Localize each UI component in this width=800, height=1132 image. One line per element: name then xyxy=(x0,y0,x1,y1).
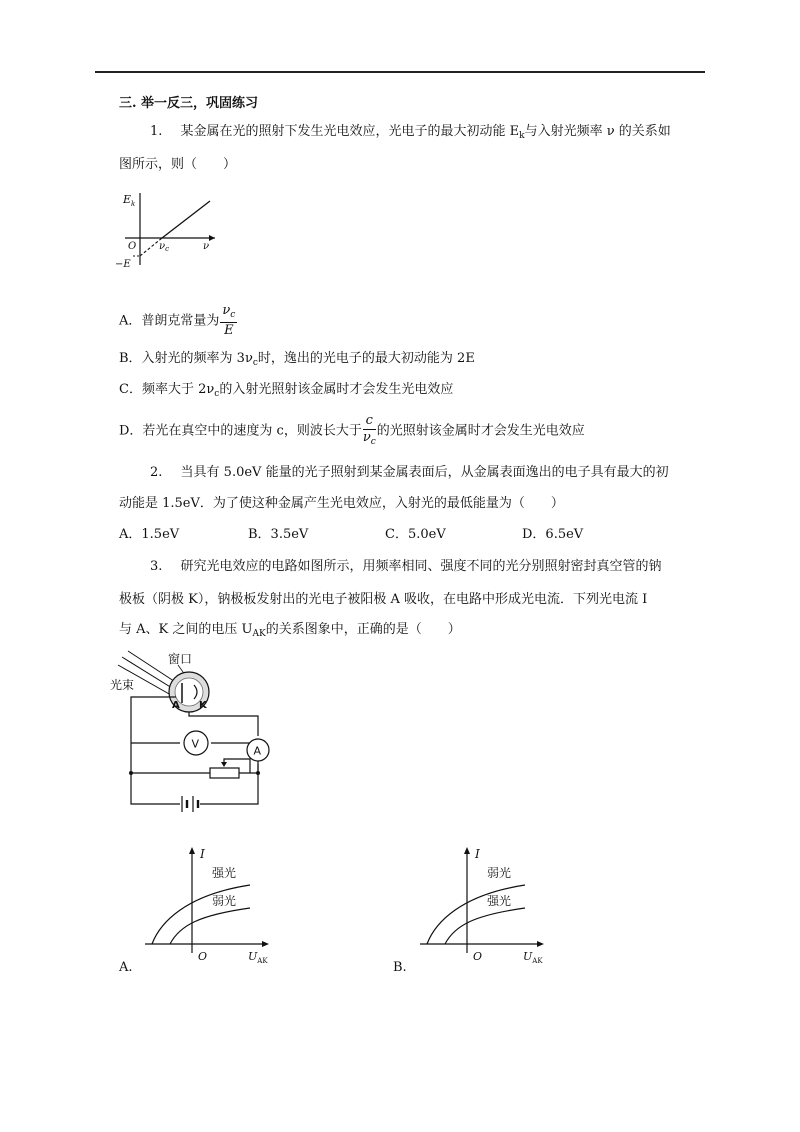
q2-option-b[interactable]: B．3.5eV xyxy=(248,527,309,542)
q1-y-label: $E_k$ xyxy=(123,193,136,208)
q1-option-c-rest: 的入射光照射该金属时才会发生光电效应 xyxy=(219,382,454,397)
q1-stem-text-b: 与入射光频率 ν 的关系如 xyxy=(524,124,671,139)
junction-left xyxy=(129,771,133,775)
section-title: 三. 举一反三，巩固练习 xyxy=(119,96,259,111)
header-rule xyxy=(95,71,705,73)
graph-b-y-arrow xyxy=(464,847,470,854)
q2-option-d[interactable]: D．6.5eV xyxy=(522,527,584,542)
graph-a-x-arrow xyxy=(262,941,269,947)
q3-graph-a xyxy=(140,843,280,968)
graph-a-y-arrow xyxy=(189,847,195,854)
q2-stem-text: 当具有 5.0eV 能量的光子照射到某金属表面后，从金属表面逸出的电子具有最大的初 xyxy=(180,465,669,480)
q1-origin: O xyxy=(128,241,137,252)
q3-stem-line2: 极板（阴极 K），钠极板发射出的光电子被阳极 A 吸收，在电路中形成光电流．下列光电流 I xyxy=(119,592,648,607)
q3-circuit-diagram xyxy=(110,645,280,825)
q3-option-b[interactable]: B. xyxy=(393,960,407,975)
battery xyxy=(182,796,198,812)
q3-stem-line3-b: 的关系图象中，正确的是（ ） xyxy=(265,622,461,637)
graph-a-lower-curve xyxy=(170,908,250,944)
q3-graph-b xyxy=(415,843,555,968)
q1-option-b[interactable] xyxy=(119,352,475,368)
graph-a-upper-label: 强光 xyxy=(212,866,237,880)
q1-option-a-text: A．普朗克常量为 xyxy=(119,313,220,329)
q1-option-c-sub: c xyxy=(214,389,220,399)
q1-option-b-rest: 时，逸出的光电子的最大初动能为 2E xyxy=(257,351,475,366)
q1-option-d-fraction: $\frac{c}{\nu_c}$ xyxy=(362,413,376,448)
graph-b-y-label: I xyxy=(475,847,480,861)
beam-label: 光束 xyxy=(110,678,135,692)
q1-option-b-sub: c xyxy=(252,358,258,368)
voltmeter-label: V xyxy=(191,737,200,751)
graph-b-upper-label: 弱光 xyxy=(487,866,512,880)
graph-b-lower-curve xyxy=(445,908,525,944)
rheostat-slider xyxy=(221,762,227,767)
q1-x-arrow xyxy=(209,235,215,241)
q2-stem-line1 xyxy=(150,466,669,479)
q2-option-a[interactable]: A．1.5eV xyxy=(119,527,180,542)
window-label: 窗口 xyxy=(168,652,193,666)
q1-stem-sub-k: k xyxy=(519,131,525,141)
q2-stem-line2: 动能是 1.5eV．为了使这种金属产生光电效应，入射光的最低能量为（ ） xyxy=(119,496,564,511)
q3-stem-text: 研究光电效应的电路如图所示，用频率相同、强度不同的光分别照射密封真空管的钠 xyxy=(180,559,662,574)
q1-option-c-text: C．频率大于 2ν xyxy=(119,382,215,397)
q1-option-d[interactable] xyxy=(119,414,585,448)
q1-option-a[interactable] xyxy=(119,304,238,338)
q1-stem-line1 xyxy=(150,125,671,141)
q3-stem-line1 xyxy=(150,560,662,573)
q1-x-label: ν xyxy=(203,241,210,252)
q3-number: 3. xyxy=(150,559,163,574)
q2-option-c[interactable]: C．5.0eV xyxy=(385,527,446,542)
q1-stem-line2: 图所示，则（ ） xyxy=(119,157,237,172)
q1-option-d-text: D．若光在真空中的速度为 c，则波长大于 xyxy=(119,423,362,439)
q1-stem-text-a: 某金属在光的照射下发生光电效应，光电子的最大初动能 E xyxy=(180,124,520,139)
graph-b-origin: O xyxy=(473,950,483,963)
graph-b-x-label: $U_{AK}$ xyxy=(523,950,543,965)
graph-a-x-label: $U_{AK}$ xyxy=(248,950,268,965)
q1-number: 1. xyxy=(150,124,163,139)
q3-option-a[interactable]: A. xyxy=(119,960,133,975)
anode-label: A xyxy=(172,700,180,711)
q2-number: 2. xyxy=(150,465,163,480)
q3-stem-line3 xyxy=(119,623,461,639)
graph-b-lower-label: 强光 xyxy=(487,894,512,908)
graph-a-origin: O xyxy=(198,950,208,963)
q1-neg-e-label: −E xyxy=(115,259,131,270)
cathode-label: K xyxy=(199,700,207,711)
q3-stem-line3-a: 与 A、K 之间的电压 U xyxy=(119,622,253,637)
q1-option-b-text: B．入射光的频率为 3ν xyxy=(119,351,253,366)
q1-ek-graph xyxy=(115,185,225,275)
ammeter-label: A xyxy=(253,744,262,758)
junction-right xyxy=(256,771,260,775)
q1-option-c[interactable] xyxy=(119,383,453,399)
q1-line-solid xyxy=(162,201,210,238)
graph-a-lower-label: 弱光 xyxy=(212,894,237,908)
q3-stem-line3-sub: AK xyxy=(252,629,266,639)
q1-option-a-fraction: $\frac{\nu_c}{E}$ xyxy=(222,303,236,338)
graph-b-x-arrow xyxy=(537,941,544,947)
rheostat xyxy=(210,768,239,778)
graph-a-y-label: I xyxy=(200,847,205,861)
q1-vc-label: $\nu_c$ xyxy=(159,241,170,253)
q1-option-d-rest: 的光照射该金属时才会发生光电效应 xyxy=(376,423,585,439)
